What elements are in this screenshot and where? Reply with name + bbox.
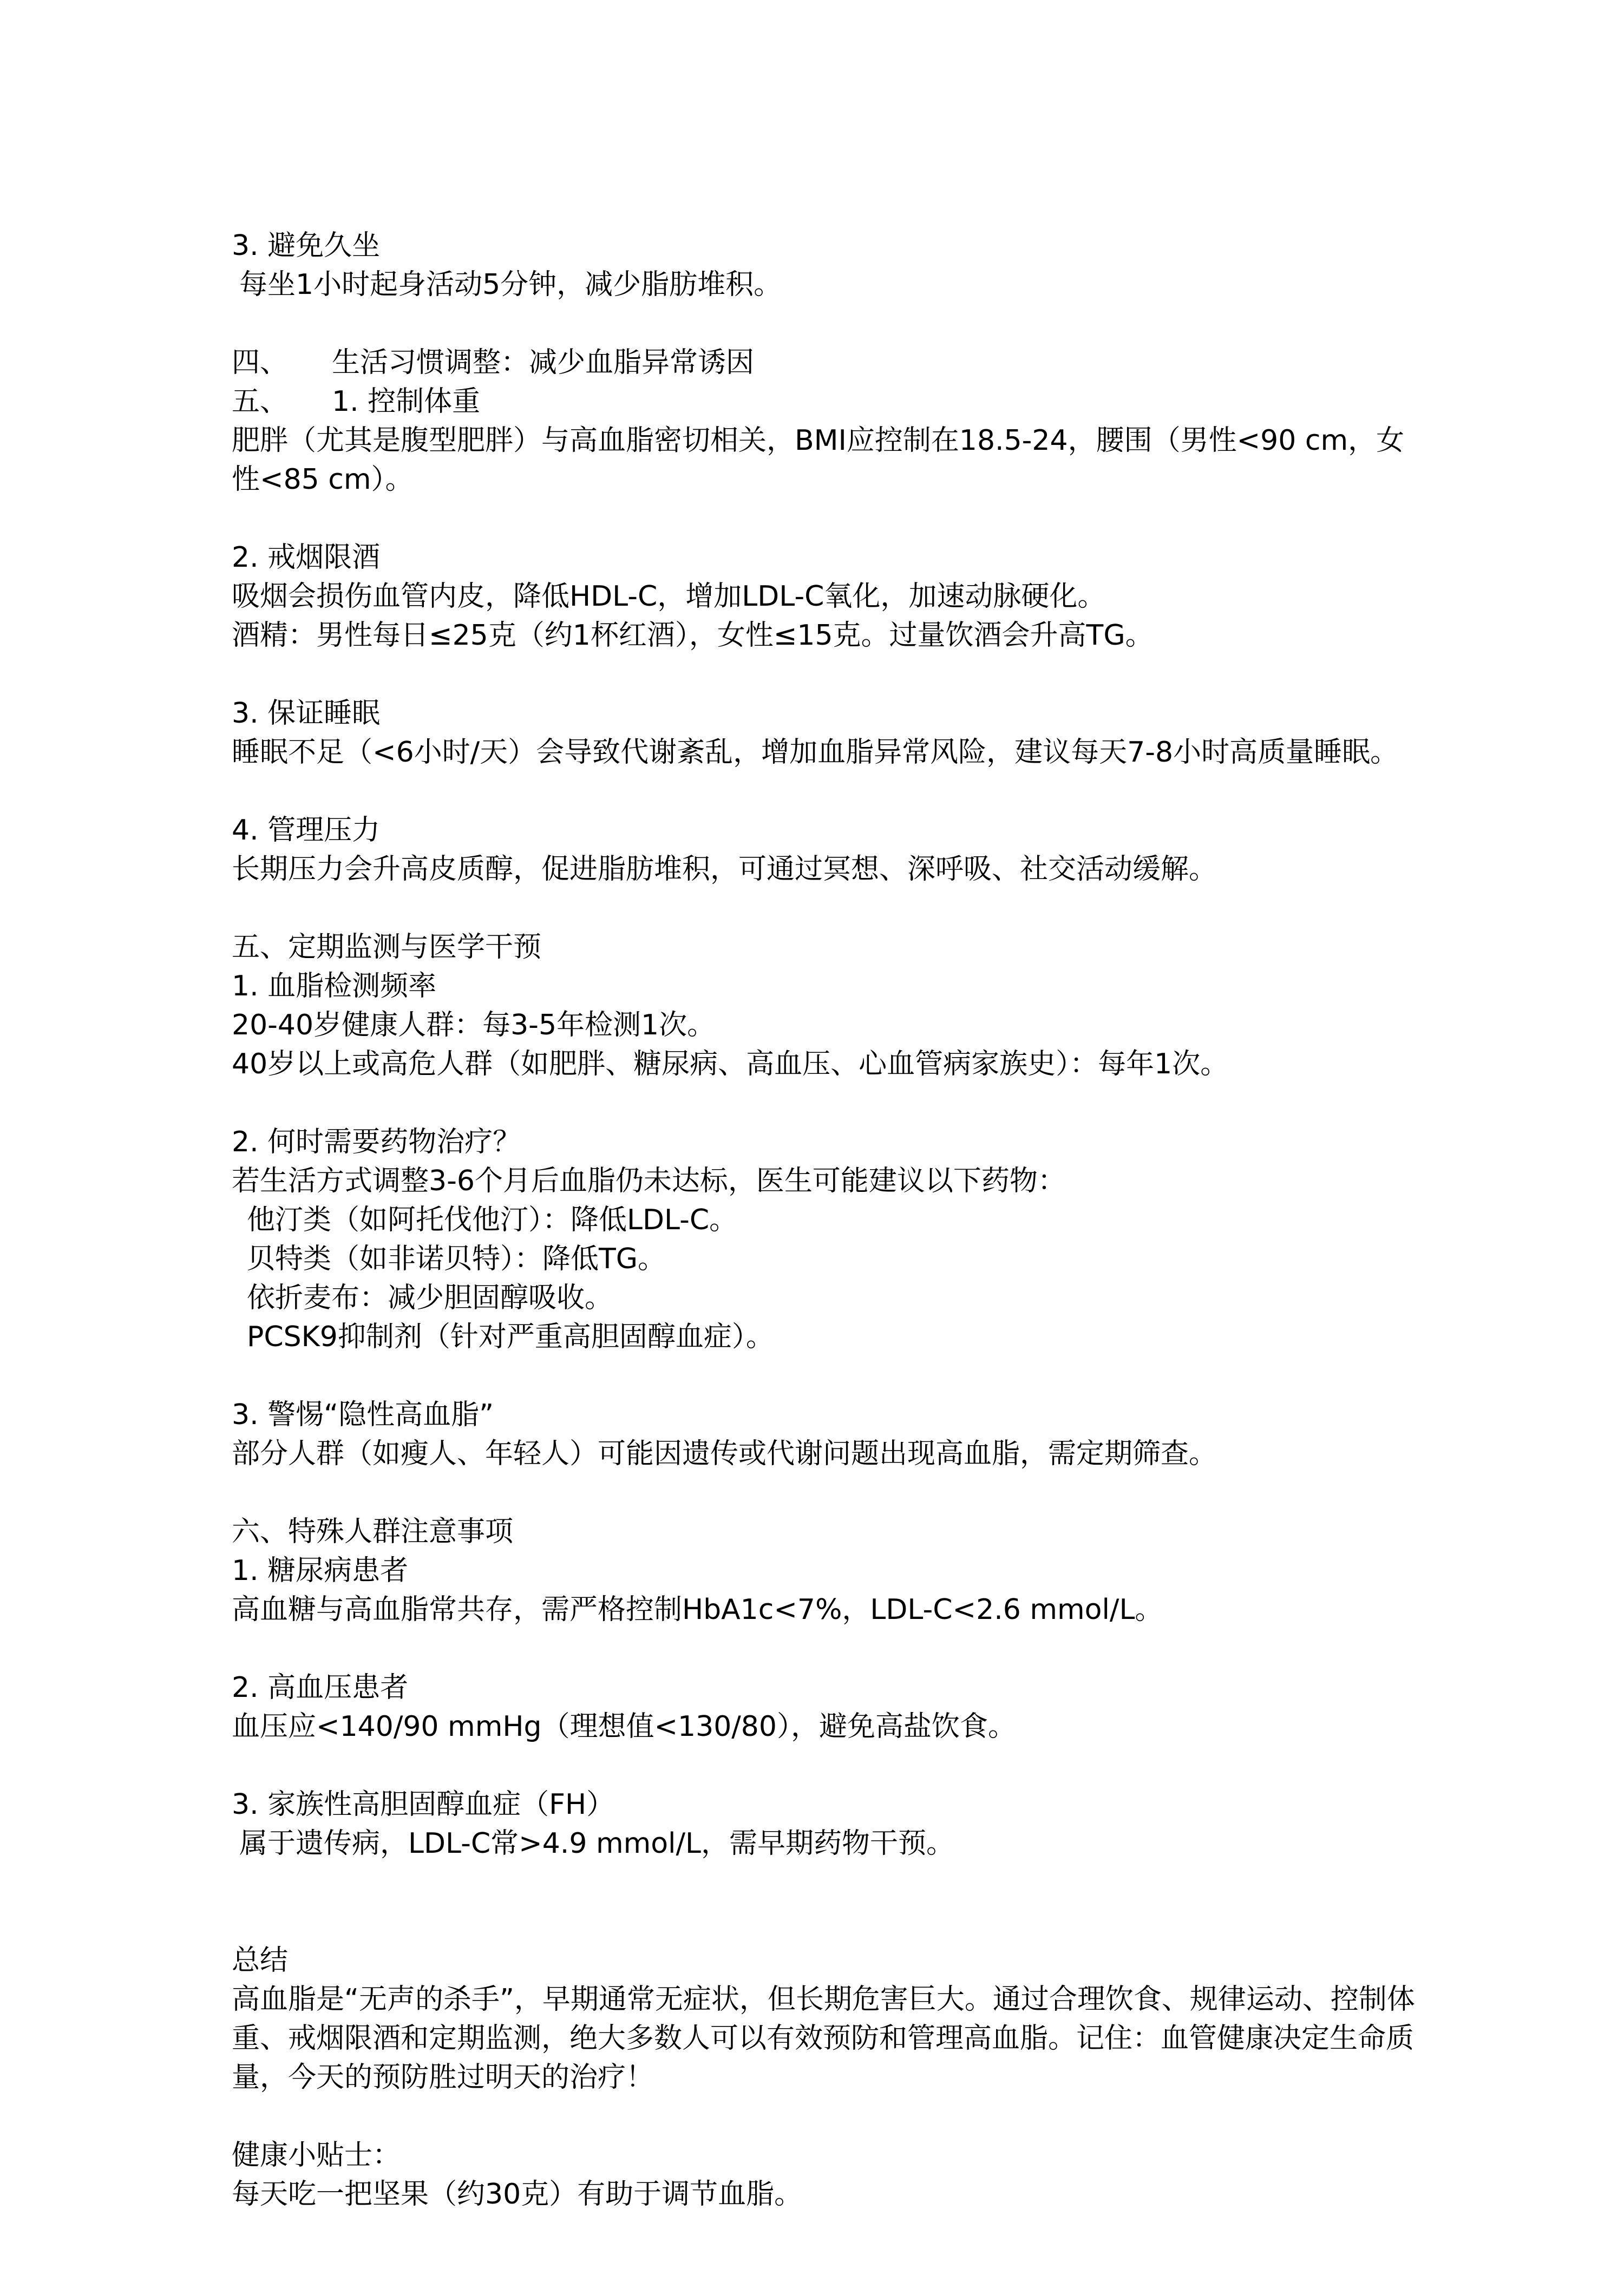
spacer xyxy=(232,499,1417,538)
weight-heading xyxy=(232,382,1417,421)
spacer xyxy=(232,1863,1417,1941)
spacer xyxy=(232,1084,1417,1123)
smoke-text-2: 酒精：男性每日≤25克（约1杯红酒），女性≤15克。过量饮酒会升高TG。 xyxy=(232,619,1154,652)
spacer xyxy=(232,2097,1417,2136)
diabetes-text: 高血糖与高血脂常共存，需严格控制HbA1c<7%，LDL-C<2.6 mmol/L。 xyxy=(232,1594,1163,1626)
tips-heading: 健康小贴士： xyxy=(232,2139,401,2172)
avoid-sitting-text: 每坐1小时起身活动5分钟，减少脂肪堆积。 xyxy=(239,268,782,301)
fh-text: 属于遗传病，LDL-C常>4.9 mmol/L，需早期药物干预。 xyxy=(239,1827,954,1860)
spacer xyxy=(232,889,1417,928)
spacer xyxy=(232,1356,1417,1395)
sleep-text: 睡眠不足（<6小时/天）会导致代谢紊乱，增加血脂异常风险，建议每天7-8小时高质量睡眠。 xyxy=(232,736,1399,769)
sleep-heading: 3. 保证睡眠 xyxy=(232,697,381,730)
summary-text: 高血脂是“无声的杀手”，早期通常无症状，但长期危害巨大。通过合理饮食、规律运动、控制体重、戒烟限酒和定期监测，绝大多数人可以有效预防和管理高血脂。记住：血管健康决定生命质量，今天的预防胜过明天的治疗！ xyxy=(232,1983,1415,2094)
fh-heading: 3. 家族性高胆固醇血症（FH） xyxy=(232,1788,615,1821)
stress-text: 长期压力会升高皮质醇，促进脂肪堆积，可通过冥想、深呼吸、社交活动缓解。 xyxy=(232,853,1217,886)
spacer xyxy=(232,304,1417,343)
summary-heading: 总结 xyxy=(232,1944,289,1977)
drug-item: 依折麦布：减少胆固醇吸收。 xyxy=(247,1282,613,1314)
avoid-sitting-heading: 3. 避免久坐 xyxy=(232,230,381,262)
spacer xyxy=(232,772,1417,811)
drug-item: PCSK9抑制剂（针对严重高胆固醇血症）。 xyxy=(247,1321,774,1353)
smoke-heading: 2. 戒烟限酒 xyxy=(232,541,381,574)
smoke-text-1: 吸烟会损伤血管内皮，降低HDL-C，增加LDL-C氧化，加速动脉硬化。 xyxy=(232,580,1106,613)
spacer xyxy=(232,1746,1417,1785)
section-4-number: 四、 xyxy=(232,346,289,379)
hypertension-text: 血压应<140/90 mmHg（理想值<130/80），避免高盐饮食。 xyxy=(232,1710,1016,1743)
diabetes-heading: 1. 糖尿病患者 xyxy=(232,1555,409,1587)
section-4-title: 生活习惯调整：减少血脂异常诱因 xyxy=(332,346,755,379)
document-page xyxy=(232,226,1417,2214)
frequency-text-2: 40岁以上或高危人群（如肥胖、糖尿病、高血压、心血管病家族史）：每年1次。 xyxy=(232,1048,1229,1080)
stress-heading: 4. 管理压力 xyxy=(232,814,381,847)
spacer xyxy=(232,1629,1417,1668)
section-5-number: 五、 xyxy=(232,385,289,418)
drug-item: 贝特类（如非诺贝特）：降低TG。 xyxy=(247,1243,666,1275)
drug-item: 他汀类（如阿托伐他汀）：降低LDL-C。 xyxy=(247,1204,738,1236)
frequency-text-1: 20-40岁健康人群：每3-5年检测1次。 xyxy=(232,1009,716,1041)
hidden-lipid-heading: 3. 警惕“隐性高血脂” xyxy=(232,1399,494,1431)
tips-text: 每天吃一把坚果（约30克）有助于调节血脂。 xyxy=(232,2178,803,2211)
section-6-heading: 六、特殊人群注意事项 xyxy=(232,1516,514,1548)
drug-heading: 2. 何时需要药物治疗？ xyxy=(232,1126,521,1158)
section-4-heading xyxy=(232,343,1417,382)
weight-title: 1. 控制体重 xyxy=(332,385,481,418)
drug-intro: 若生活方式调整3-6个月后血脂仍未达标，医生可能建议以下药物： xyxy=(232,1165,1066,1197)
frequency-heading: 1. 血脂检测频率 xyxy=(232,970,437,1002)
section-5-heading: 五、定期监测与医学干预 xyxy=(232,931,542,963)
weight-text: 肥胖（尤其是腹型肥胖）与高血脂密切相关，BMI应控制在18.5-24，腰围（男性<90 cm，女性<85 cm）。 xyxy=(232,424,1405,496)
hypertension-heading: 2. 高血压患者 xyxy=(232,1671,409,1704)
spacer xyxy=(232,1473,1417,1512)
spacer xyxy=(232,655,1417,694)
hidden-lipid-text: 部分人群（如瘦人、年轻人）可能因遗传或代谢问题出现高血脂，需定期筛查。 xyxy=(232,1438,1217,1470)
